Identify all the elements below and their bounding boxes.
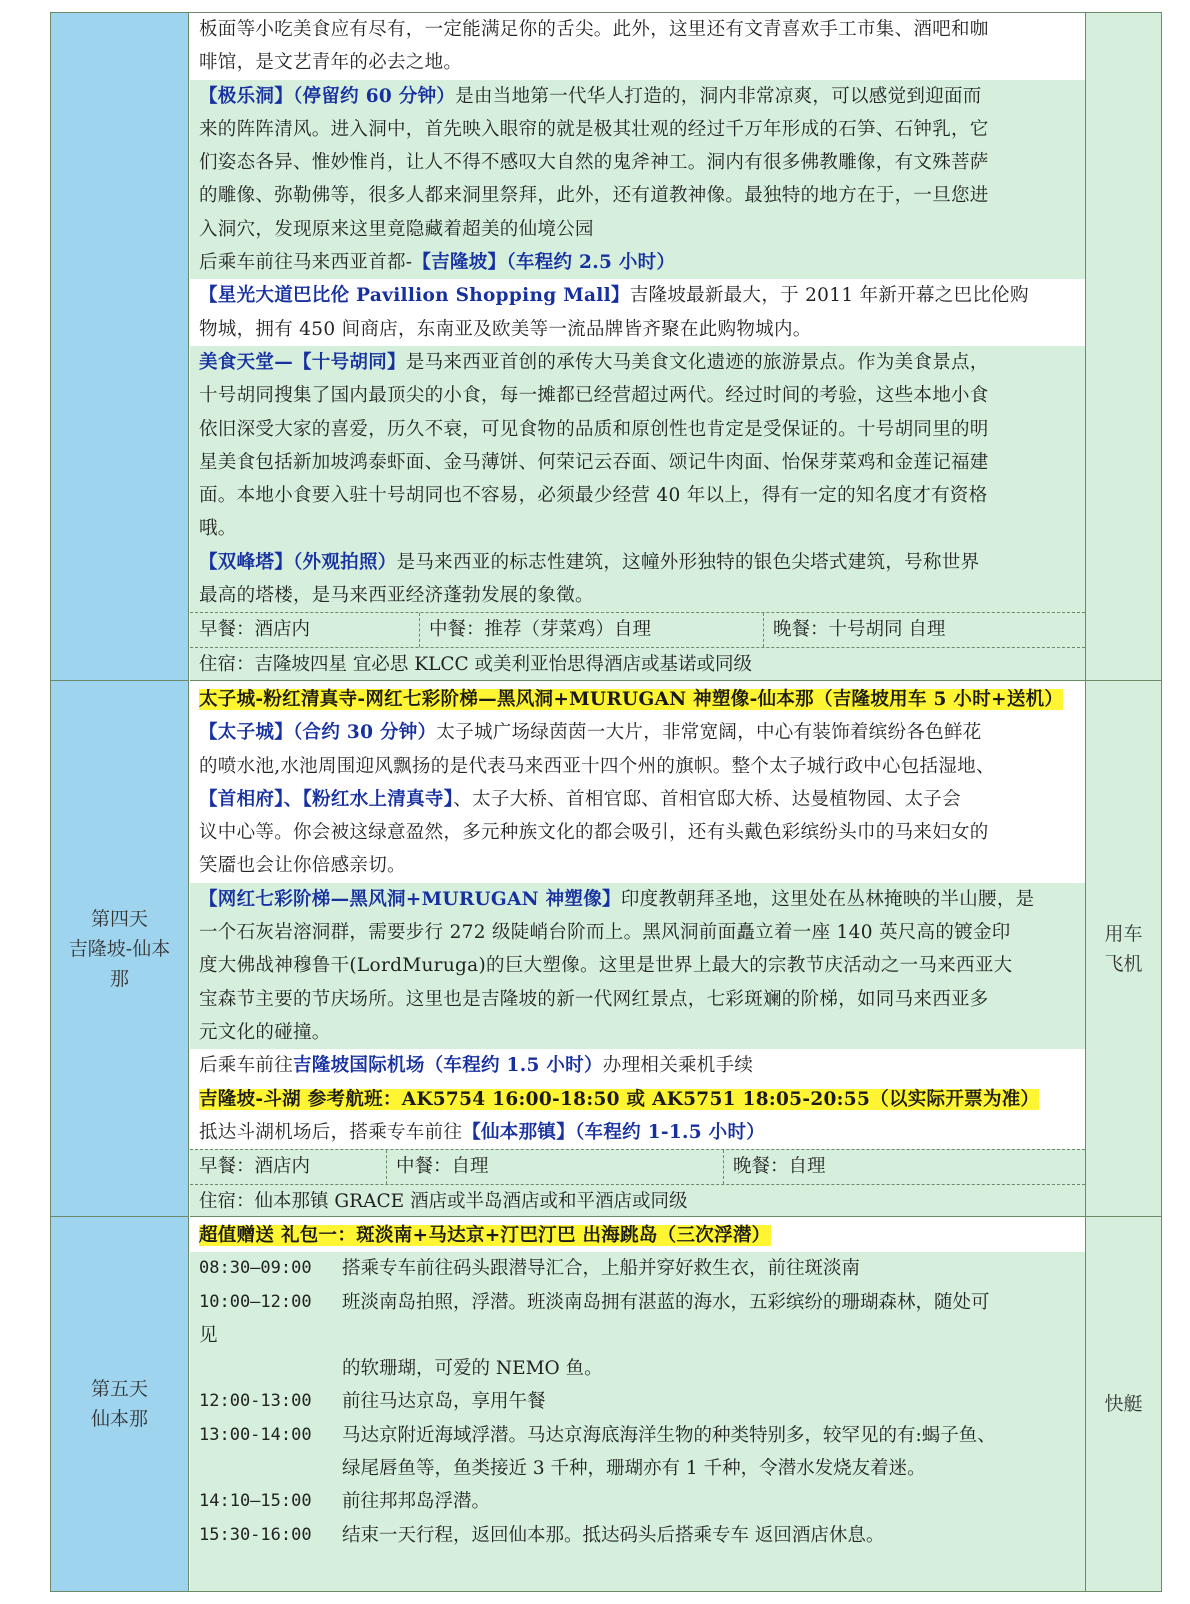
transport-car: 用车	[1104, 922, 1143, 945]
mall-line: 物城，拥有 450 间商店，东南亚及欧美等一流品牌皆齐聚在此购物城内。	[199, 318, 812, 340]
itinerary-table	[50, 12, 1162, 1592]
schedule-row: 13:00-14:00 马达京附近海域浮潜。马达京海底海洋生物的种类特别多，较罕见的有:蝎子鱼、	[199, 1424, 996, 1446]
pj-line: 的喷水池,水池周围迎风飘扬的是代表马来西亚十四个州的旗帜。整个太子城行政中心包括湿地、	[199, 755, 995, 777]
food-line: 面。本地小食要入驻十号胡同也不容易，必须最少经营 40 年以上，得有一定的知名度才有资格	[199, 485, 988, 507]
day3-label-cell	[51, 13, 189, 680]
day5-label-cell	[51, 1216, 189, 1591]
pj-line: 议中心等。你会被这绿意盈然，多元种族文化的都会吸引，还有头戴色彩缤纷头巾的马来妇女的	[199, 822, 989, 844]
day5-content-cell	[190, 1216, 1085, 1591]
schedule-row: 绿尾唇鱼等，鱼类接近 3 千种，珊瑚亦有 1 千种，令潜水发烧友着迷。	[342, 1458, 926, 1480]
day5-day: 第五天	[90, 1378, 148, 1400]
transport-plane: 飞机	[1104, 952, 1143, 975]
food-line: 哦。	[199, 518, 237, 540]
day4-route-name-cont: 那	[109, 967, 129, 990]
pj-line: 笑靥也会让你倍感亲切。	[199, 855, 406, 877]
intro-line: 啡馆，是文艺青年的必去之地。	[199, 52, 463, 74]
batu-caves-line: 元文化的碰撞。	[199, 1021, 331, 1043]
tower-line: 最高的塔楼，是马来西亚经济蓬勃发展的象徵。	[199, 585, 594, 607]
gift-heading: 超值赠送 礼包一：斑淡南+马达京+汀巴汀巴 出海跳岛（三次浮潜）	[199, 1225, 771, 1246]
arrive-line: 抵达斗湖机场后，搭乘专车前往【仙本那镇】（车程约 1-1.5 小时）	[199, 1121, 766, 1143]
food-line: 十号胡同搜集了国内最顶尖的小食，每一摊都已经营超过两代。经过时间的考验，这些本地小食	[199, 385, 989, 407]
pj-title: 【太子城】（合约 30 分钟）	[199, 722, 437, 744]
tower-paragraph: 【双峰塔】（外观拍照）是马来西亚的标志性建筑，这幢外形独特的银色尖塔式建筑，号称世界	[199, 551, 980, 573]
day4-accommodation: 住宿：仙本那镇 GRACE 酒店或半岛酒店或和平酒店或同级	[190, 1184, 1085, 1216]
food-title: 美食天堂—【十号胡同】	[199, 351, 406, 373]
food-line: 依旧深受大家的喜爱，历久不衰，可见食物的品质和原创性也肯定是受保证的。十号胡同里的明	[199, 418, 989, 440]
day4-route-heading: 太子城-粉红清真寺-网红七彩阶梯—黑风洞+MURUGAN 神塑像-仙本那（吉隆坡用车 5 小时+送机）	[199, 689, 1064, 710]
schedule-row: 14:10—15:00 前往邦邦岛浮潜。	[199, 1491, 491, 1513]
schedule-row: 15:30-16:00 结束一天行程，返回仙本那。抵达码头后搭乘专车 返回酒店休息。	[199, 1524, 885, 1546]
day3-meals	[190, 612, 1085, 647]
day3-accommodation: 住宿：吉隆坡四星 宜必思 KLCC 或美利亚怡思得酒店或基诺或同级	[190, 647, 1085, 680]
day3-transport-cell	[1085, 13, 1161, 680]
batu-caves-paragraph: 【网红七彩阶梯—黑风洞+MURUGAN 神塑像】印度教朝拜圣地，这里处在丛林掩映的半山腰，是	[199, 888, 1035, 910]
flight-info: 吉隆坡-斗湖 参考航班：AK5754 16:00-18:50 或 AK5751 18:05-20:55（以实际开票为准）	[199, 1088, 1040, 1110]
cave-line: 来的阵阵清风。进入洞中，首先映入眼帘的就是极其壮观的经过千万年形成的石笋、石钟乳，它	[199, 118, 989, 140]
mosque-highlight: 【首相府】、【粉红水上清真寺】	[199, 788, 454, 810]
cave-title: 【极乐洞】（停留约 60 分钟）	[199, 85, 456, 107]
drive-line: 后乘车前往马来西亚首都-【吉隆坡】（车程约 2.5 小时）	[199, 252, 676, 274]
day4-content-cell	[190, 680, 1085, 1216]
batu-caves-line: 一个石灰岩溶洞群，需要步行 272 级陡峭台阶而上。黑风洞前面矗立着一座 140 英尺高的镀金印	[199, 922, 1011, 944]
lunch: 中餐：自理	[386, 1150, 723, 1184]
schedule-row: 的软珊瑚，可爱的 NEMO 鱼。	[342, 1358, 603, 1380]
cave-line: 们姿态各异、惟妙惟肖，让人不得不感叹大自然的鬼斧神工。洞内有很多佛教雕像，有文殊菩萨	[199, 152, 989, 174]
breakfast: 早餐：酒店内	[199, 1156, 311, 1178]
pj-line: 【首相府】、【粉红水上清真寺】、太子大桥、首相官邸、首相官邸大桥、达曼植物园、太子会	[199, 788, 961, 810]
schedule-row: 10:00—12:00 班淡南岛拍照，浮潜。班淡南岛拥有湛蓝的海水，五彩缤纷的珊瑚森林，随处可	[199, 1291, 990, 1313]
day5-route-name: 仙本那	[90, 1408, 148, 1430]
breakfast: 早餐：酒店内	[199, 619, 311, 641]
mall-paragraph: 【星光大道巴比伦 Pavillion Shopping Mall】吉隆坡最新最大，于 2011 年新开幕之巴比伦购	[199, 285, 1029, 307]
schedule-row: 08:30—09:00 搭乘专车前往码头跟潜导汇合，上船并穿好救生衣，前往斑淡南	[199, 1258, 861, 1280]
cave-line: 入洞穴，发现原来这里竟隐藏着超美的仙境公园	[199, 218, 594, 240]
day5-transport-cell	[1085, 1216, 1161, 1591]
mall-title: 【星光大道巴比伦 Pavillion Shopping Mall】	[199, 285, 630, 307]
dinner: 晚餐：自理	[723, 1150, 1085, 1184]
day4-route-name: 吉隆坡-仙本	[68, 937, 171, 960]
pj-paragraph: 【太子城】（合约 30 分钟）太子城广场绿茵茵一大片，非常宽阔，中心有装饰着缤纷各色鲜花	[199, 722, 982, 744]
semporna-highlight: 【仙本那镇】（车程约 1-1.5 小时）	[462, 1121, 766, 1143]
day4-label-cell	[51, 680, 189, 1216]
cave-paragraph: 【极乐洞】（停留约 60 分钟）是由当地第一代华人打造的，洞内非常凉爽，可以感觉到迎面而	[199, 85, 982, 107]
lunch: 中餐：推荐（芽菜鸡）自理	[419, 613, 763, 647]
batu-caves-line: 度大佛战神穆鲁干(LordMuruga)的巨大塑像。这里是世界上最大的宗教节庆活动之一马来西亚大	[199, 955, 1013, 977]
food-line: 星美食包括新加坡鸿泰虾面、金马薄饼、何荣记云吞面、颂记牛肉面、怡保芽菜鸡和金莲记福建	[199, 451, 989, 473]
intro-line: 板面等小吃美食应有尽有，一定能满足你的舌尖。此外，这里还有文青喜欢手工市集、酒吧和咖	[199, 19, 989, 40]
schedule-row: 见	[199, 1324, 218, 1346]
dinner: 晚餐：十号胡同 自理	[763, 613, 1085, 647]
day4-day: 第四天	[90, 907, 148, 930]
airport-line: 后乘车前往吉隆坡国际机场（车程约 1.5 小时）办理相关乘机手续	[199, 1055, 754, 1077]
day3-content-cell	[190, 13, 1085, 680]
cave-line: 的雕像、弥勒佛等，很多人都来洞里祭拜，此外，还有道教神像。最独特的地方在于，一旦您进	[199, 185, 989, 207]
flight-line	[190, 1083, 1085, 1116]
day4-transport-cell	[1085, 680, 1161, 1216]
batu-caves-title: 【网红七彩阶梯—黑风洞+MURUGAN 神塑像】	[199, 888, 621, 910]
tower-title: 【双峰塔】（外观拍照）	[199, 551, 397, 573]
transport-speedboat: 快艇	[1104, 1393, 1143, 1415]
kl-highlight: 【吉隆坡】（车程约 2.5 小时）	[412, 252, 676, 274]
food-paragraph: 美食天堂—【十号胡同】是马来西亚首创的承传大马美食文化遗迹的旅游景点。作为美食景点，	[199, 351, 989, 373]
airport-highlight: 吉隆坡国际机场（车程约 1.5 小时）	[293, 1055, 603, 1077]
batu-caves-line: 宝森节主要的节庆场所。这里也是吉隆坡的新一代网红景点，七彩斑斓的阶梯，如同马来西亚多	[199, 988, 989, 1010]
day4-meals	[190, 1149, 1085, 1184]
schedule-row: 12:00-13:00 前往马达京岛，享用午餐	[199, 1391, 546, 1413]
